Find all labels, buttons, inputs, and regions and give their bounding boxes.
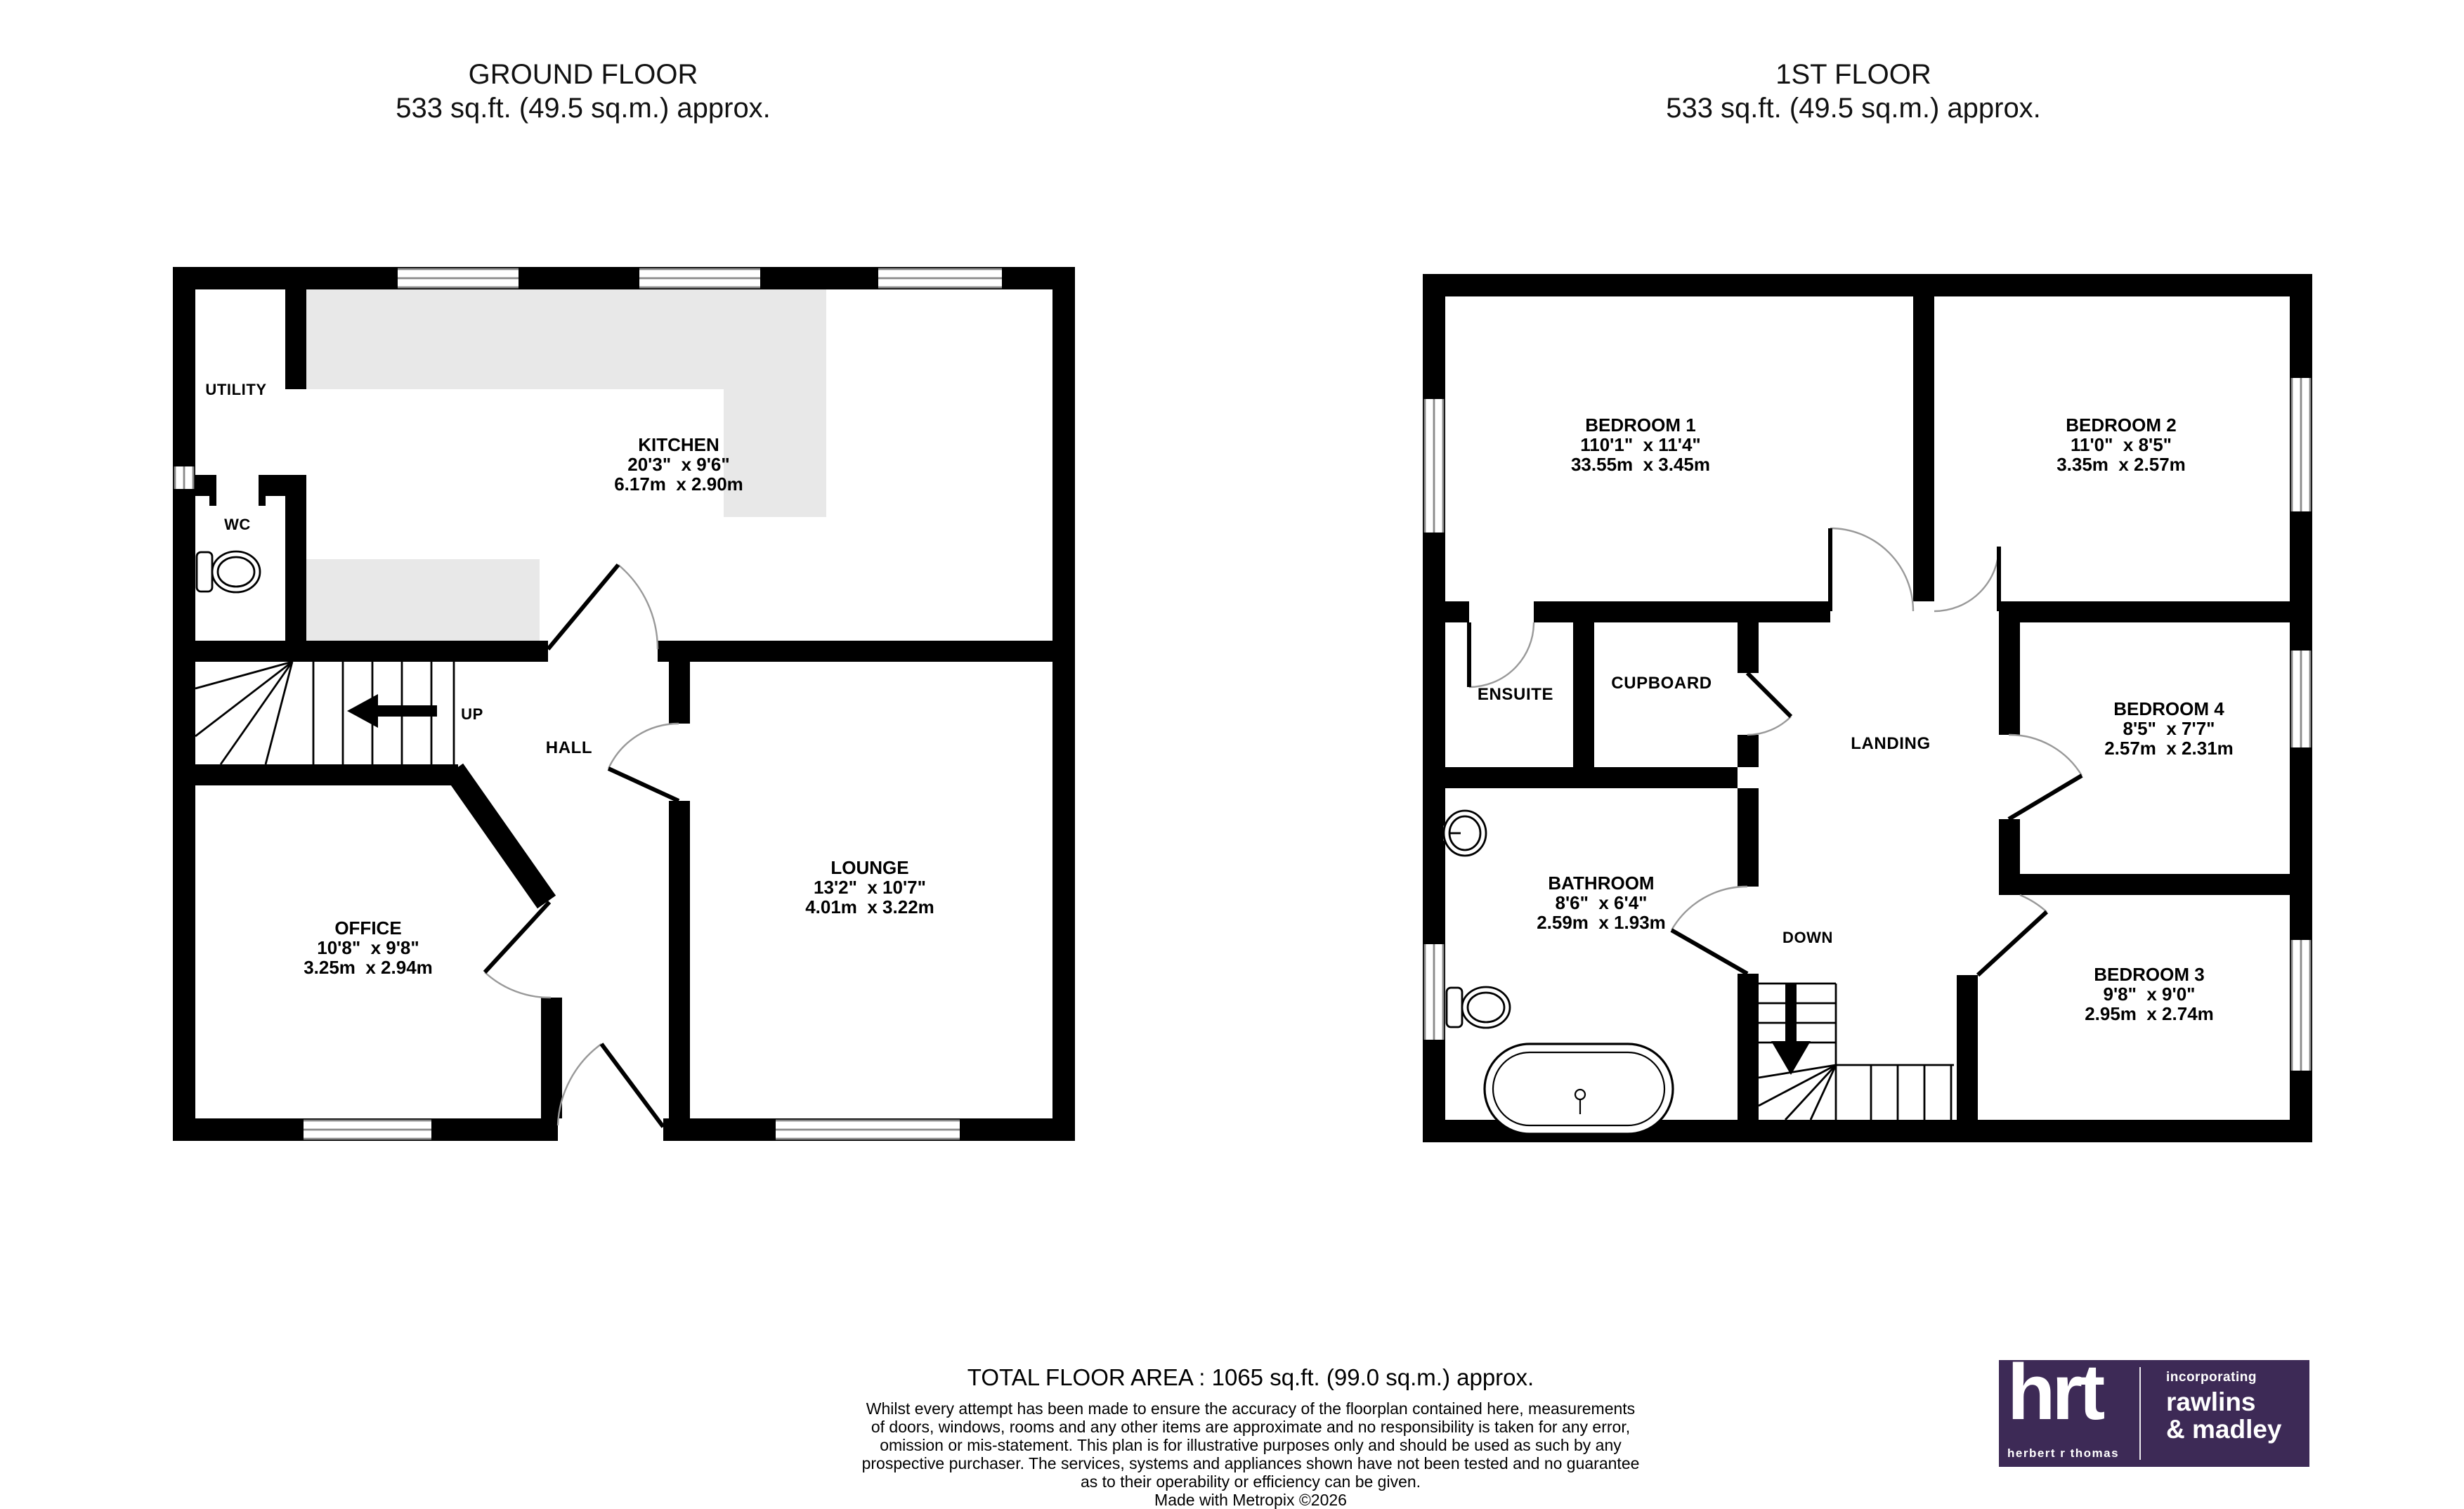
bedroom4-dims-m: 2.57m x 2.31m: [2104, 738, 2234, 759]
cupboard-label: CUPBOARD: [1611, 674, 1712, 693]
disclaimer-line: omission or mis-statement. This plan is for illustrative purposes only and should be used as such by any: [880, 1436, 1622, 1454]
metropix-credit: Made with Metropix ©2026: [1154, 1491, 1347, 1509]
ground-floor-area: 533 sq.ft. (49.5 sq.m.) approx.: [396, 93, 771, 124]
bedroom1-dims-m: 33.55m x 3.45m: [1570, 454, 1711, 475]
bedroom2-dims-m: 3.35m x 2.57m: [2056, 454, 2186, 475]
ground-windows: [174, 268, 1002, 1139]
bedroom1-dims-ft: 110'1" x 11'4": [1580, 434, 1701, 455]
logo-madley: & madley: [2166, 1414, 2282, 1444]
hrt-brand: hrt: [2007, 1348, 2102, 1436]
hrt-logo-left: [1999, 1348, 2139, 1467]
hall-label: HALL: [545, 738, 593, 757]
ground-floor-title-block: [232, 58, 934, 125]
utility-label: UTILITY: [205, 381, 267, 398]
office-dims-ft: 10'8" x 9'8": [317, 937, 419, 958]
bathroom-label: BATHROOM: [1548, 873, 1655, 894]
first-floor-title: 1ST FLOOR: [1775, 59, 1931, 90]
office-label: OFFICE: [334, 917, 402, 939]
bedroom4-dims-ft: 8'5" x 7'7": [2123, 718, 2215, 739]
disclaimer-line: Whilst every attempt has been made to ensure the accuracy of the floorplan contained here, measurements: [866, 1399, 1636, 1418]
bedroom3-dims-ft: 9'8" x 9'0": [2103, 984, 2196, 1005]
disclaimer-line: as to their operability or efficiency can be given.: [1080, 1472, 1421, 1491]
down-label: DOWN: [1782, 929, 1834, 946]
hrt-logo-right: [2141, 1360, 2282, 1467]
lounge-dims-ft: 13'2" x 10'7": [814, 877, 926, 898]
first-floor-title-block: [1502, 58, 2205, 125]
hall-office-diagonal-wall: [454, 770, 547, 902]
bedroom4-label: BEDROOM 4: [2113, 698, 2224, 719]
bathroom-dims-ft: 8'6" x 6'4": [1555, 892, 1648, 913]
bedroom3-label: BEDROOM 3: [2094, 964, 2205, 985]
disclaimer-line: prospective purchaser. The services, systems and appliances shown have not been tested and no guarantee: [861, 1454, 1640, 1472]
down-arrow-icon: [1771, 984, 1811, 1075]
hrt-logo: [1999, 1348, 2309, 1467]
bedroom1-label: BEDROOM 1: [1585, 414, 1696, 436]
kitchen-label: KITCHEN: [638, 434, 719, 455]
toilet-icon: [197, 551, 260, 592]
total-floor-area: TOTAL FLOOR AREA : 1065 sq.ft. (99.0 sq.m.) approx.: [967, 1364, 1534, 1390]
lounge-dims-m: 4.01m x 3.22m: [805, 896, 934, 917]
ensuite-label: ENSUITE: [1477, 685, 1554, 704]
lounge-label: LOUNGE: [830, 857, 909, 878]
toilet-icon: [1447, 987, 1510, 1028]
hrt-brand-sub: herbert r thomas: [2007, 1446, 2120, 1460]
bedroom2-dims-ft: 11'0" x 8'5": [2070, 434, 2172, 455]
bedroom3-dims-m: 2.95m x 2.74m: [2085, 1003, 2214, 1024]
first-floor-plan: [1423, 274, 2312, 1142]
wc-label: WC: [224, 516, 251, 533]
sink-icon: [1442, 811, 1486, 856]
ground-walls: [173, 267, 1075, 1141]
ground-floor-title: GROUND FLOOR: [468, 59, 698, 90]
first-floor-area: 533 sq.ft. (49.5 sq.m.) approx.: [1666, 93, 2041, 124]
logo-rawlins: rawlins: [2166, 1387, 2256, 1416]
bathroom-dims-m: 2.59m x 1.93m: [1537, 912, 1666, 933]
kitchen-dims-ft: 20'3" x 9'6": [627, 454, 730, 475]
bathtub-icon: [1485, 1044, 1673, 1134]
logo-incorporating: incorporating: [2166, 1370, 2257, 1385]
office-dims-m: 3.25m x 2.94m: [304, 957, 433, 978]
ground-floor-plan: [173, 267, 1075, 1141]
disclaimer-line: of doors, windows, rooms and any other items are approximate and no responsibility is taken for any error,: [871, 1418, 1631, 1436]
disclaimer: [794, 1399, 1707, 1509]
up-label: UP: [461, 705, 483, 723]
bedroom2-label: BEDROOM 2: [2066, 414, 2177, 436]
up-arrow-icon: [347, 694, 437, 728]
kitchen-counter: [301, 289, 826, 641]
landing-label: LANDING: [1851, 734, 1931, 753]
kitchen-dims-m: 6.17m x 2.90m: [614, 473, 743, 495]
